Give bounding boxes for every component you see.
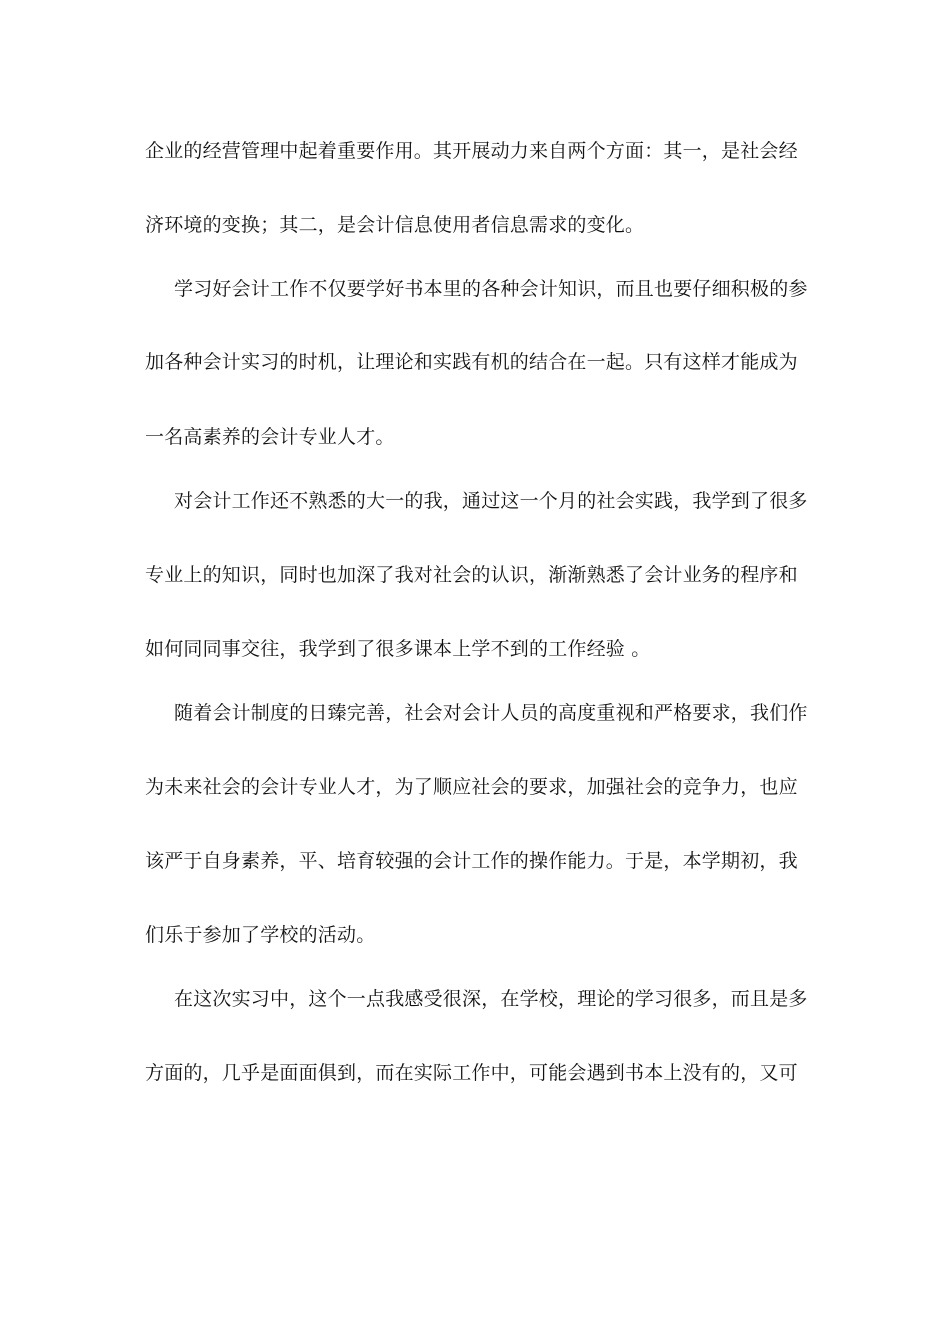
text-line-8: 如何同同事交往，我学到了很多课本上学不到的工作经验 。 (145, 638, 651, 660)
text-line-6: 对会计工作还不熟悉的大一的我，通过这一个月的社会实践，我学到了很多 (174, 490, 808, 512)
text-line-13: 在这次实习中，这个一点我感受很深，在学校，理论的学习很多，而且是多 (174, 988, 808, 1010)
text-line-14: 方面的，几乎是面面俱到，而在实际工作中，可能会遇到书本上没有的，又可 (145, 1062, 798, 1084)
text-line-2: 济环境的变换；其二，是会计信息使用者信息需求的变化。 (145, 214, 645, 236)
text-line-10: 为未来社会的会计专业人才，为了顺应社会的要求，加强社会的竞争力，也应 (145, 776, 798, 798)
text-line-11: 该严于自身素养，平、培育较强的会计工作的操作能力。于是，本学期初，我 (145, 850, 798, 872)
text-line-3: 学习好会计工作不仅要学好书本里的各种会计知识，而且也要仔细积极的参 (174, 278, 808, 300)
text-line-7: 专业上的知识，同时也加深了我对社会的认识，渐渐熟悉了会计业务的程序和 (145, 564, 798, 586)
text-line-4: 加各种会计实习的时机，让理论和实践有机的结合在一起。只有这样才能成为 (145, 351, 798, 373)
text-line-12: 们乐于参加了学校的活动。 (145, 924, 376, 946)
text-line-9: 随着会计制度的日臻完善，社会对会计人员的高度重视和严格要求，我们作 (174, 702, 808, 724)
text-line-5: 一名高素养的会计专业人才。 (145, 426, 395, 448)
text-line-1: 企业的经营管理中起着重要作用。其开展动力来自两个方面：其一，是社会经 (145, 140, 798, 162)
